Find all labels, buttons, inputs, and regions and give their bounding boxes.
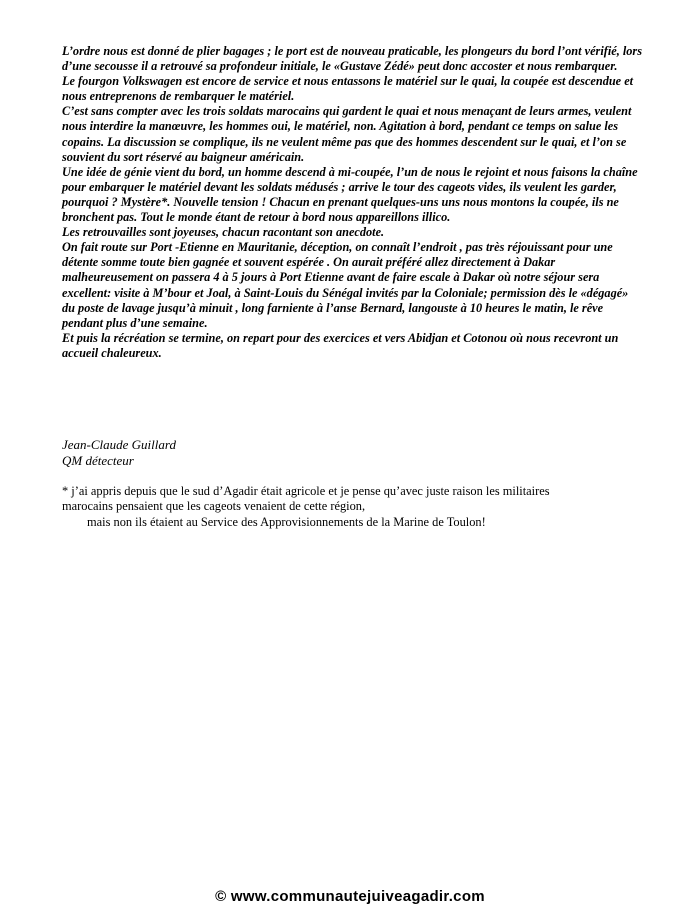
author-name: Jean-Claude Guillard <box>62 437 176 452</box>
copyright-footer: © www.communautejuiveagadir.com <box>215 888 485 905</box>
paragraph-idea-of-genius: Une idée de génie vient du bord, un homme descend à mi-coupée, l’un de nous le rejoint et nous faisons la chaîne pour embarquer le matériel devant les soldats médusés ; arrive le tour des cageots vides, ils veulent les garder, pourquoi ? Mystère*. Nouvelle tension ! Chacun en prenant quelques-uns uns nous montons la coupée, ils ne bronchent pas. Tout le monde étant de retour à bord nous appareillons illico. <box>62 164 638 225</box>
author-title: QM détecteur <box>62 452 134 468</box>
signature-block <box>62 437 176 468</box>
footnote <box>62 484 662 530</box>
footnote-line-2: marocains pensaient que les cageots venaient de cette région, <box>62 499 366 514</box>
paragraph-moroccan-soldiers: C’est sans compter avec les trois soldats marocains qui gardent le quai et nous menaçant de leurs armes, veulent nous interdire la manœuvre, les hommes oui, le matériel, non. Agitation à bord, pendant ce temps on salue les copains. La discussion se complique, ils ne veulent même pas que des hommes descendent sur le quai, et l’on se souvient du sort réservé au baigneur américain. <box>62 104 632 164</box>
paragraph-reunion: Les retrouvailles sont joyeuses, chacun racontant son anecdote. <box>62 225 385 240</box>
paragraph-recreation-ends: Et puis la récréation se termine, on repart pour des exercices et vers Abidjan et Cotonou où nous recevront un accueil chaleureux. <box>62 330 619 360</box>
paragraph-volkswagen-van: Le fourgon Volkswagen est encore de service et nous entassons le matériel sur le quai, la coupée est descendue et nous entreprenons de rembarquer le matériel. <box>62 74 634 104</box>
footnote-line-1: * j’ai appris depuis que le sud d’Agadir était agricole et je pense qu’avec juste raison les militaires <box>62 484 550 498</box>
body-text <box>62 44 644 361</box>
footnote-line-3: mais non ils étaient au Service des Approvisionnements de la Marine de Toulon! <box>87 514 486 529</box>
paragraph-port-etienne-dakar: On fait route sur Port -Etienne en Mauritanie, déception, on connaît l’endroit , pas très réjouissant pour une détente somme toute bien gagnée et souvent espérée . On aurait préféré allez directement à Dakar malheureusement on passera 4 à 5 jours à Port Etienne avant de faire escale à Dakar où notre séjour sera excellent: visite à M’bour et Joal, à Saint-Louis du Sénégal invités par la Coloniale; permission dès le «dégagé» du poste de lavage jusqu’à minuit , long farniente à l’anse Bernard, langouste à 10 heures le matin, le rêve pendant plus d’une semaine. <box>62 240 629 330</box>
paragraph-departure-order: L’ordre nous est donné de plier bagages ; le port est de nouveau praticable, les plongeurs du bord l’ont vérifié, lors d’une secousse il a retrouvé sa profondeur initiale, le «Gustave Zédé» peut donc accoster et nous rembarquer. <box>62 44 643 74</box>
